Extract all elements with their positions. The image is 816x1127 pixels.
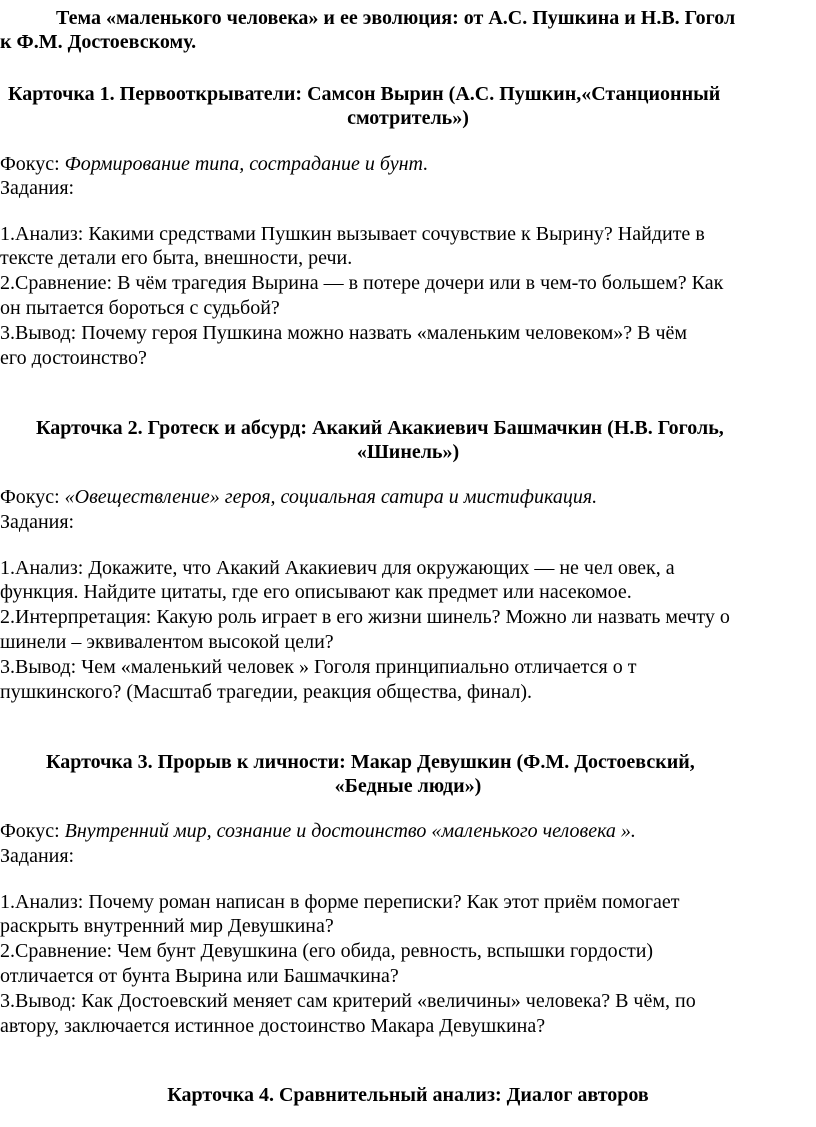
focus-text: Формирование типа, сострадание и бунт. — [64, 153, 429, 175]
document-title-line-1: Тема «маленького человека» и ее эволюция: от А.С. Пушкина и Н.В. Гогол — [56, 7, 736, 29]
focus-label: Фокус: — [0, 486, 60, 508]
task-line: 1.Анализ: Какими средствами Пушкин вызывает сочувствие к Вырину? Найдите в — [0, 223, 705, 245]
card-focus — [0, 485, 597, 509]
task-line: отличается от бунта Вырина или Башмачкина? — [0, 965, 399, 987]
card-heading: Карточка 3. Прорыв к личности: Макар Девушкин (Ф.М. Достоевский, — [46, 751, 695, 773]
task-line: он пытается бороться с судьбой? — [0, 297, 280, 319]
task-line: тексте детали его быта, внешности, речи. — [0, 247, 353, 269]
tasks-label: Задания: — [0, 845, 75, 867]
task-line: раскрыть внутренний мир Девушкина? — [0, 915, 334, 937]
card-focus — [0, 152, 428, 176]
card-heading-continued: «Бедные люди») — [334, 775, 482, 797]
task-line: его достоинство? — [0, 347, 147, 369]
tasks-label: Задания: — [0, 511, 75, 533]
task-line: 3.Вывод: Почему героя Пушкина можно назвать «маленьким человеком»? В чём — [0, 322, 688, 344]
card-heading: Карточка 2. Гротеск и абсурд: Акакий Акакиевич Башмачкин (Н.В. Гоголь, — [36, 417, 724, 439]
card-focus — [0, 819, 636, 843]
task-line: функция. Найдите цитаты, где его описывают как предмет или насекомое. — [0, 581, 632, 603]
task-line: шинели – эквивалентом высокой цели? — [0, 631, 334, 653]
task-line: 2.Сравнение: Чем бунт Девушкина (его обида, ревность, вспышки гордости) — [0, 940, 654, 962]
task-line: пушкинского? (Масштаб трагедии, реакция общества, финал). — [0, 681, 533, 703]
task-line: 3.Вывод: Как Достоевский меняет сам критерий «величины» человека? В чём, по — [0, 990, 696, 1012]
focus-text: «Овеществление» героя, социальная сатира и мистификация. — [64, 486, 598, 508]
card-heading-continued: смотритель») — [347, 107, 469, 129]
task-line: 3.Вывод: Чем «маленький человек » Гоголя принципиально отличается о т — [0, 656, 637, 678]
task-line: автору, заключается истинное достоинство Макара Девушкина? — [0, 1015, 546, 1037]
card-heading: Карточка 1. Первооткрыватели: Самсон Вырин (А.С. Пушкин,«Станционный — [8, 83, 721, 105]
card-heading-continued: «Шинель») — [356, 441, 460, 463]
card-heading: Карточка 4. Сравнительный анализ: Диалог авторов — [167, 1084, 649, 1106]
task-line: 2.Сравнение: В чём трагедия Вырина — в потере дочери или в чем-то большем? Как — [0, 272, 724, 294]
focus-label: Фокус: — [0, 153, 60, 175]
tasks-label: Задания: — [0, 177, 75, 199]
document-title-line-2: к Ф.М. Достоевскому. — [0, 31, 197, 53]
focus-text: Внутренний мир, сознание и достоинство «маленького человека ». — [64, 820, 636, 842]
focus-label: Фокус: — [0, 820, 60, 842]
task-line: 2.Интерпретация: Какую роль играет в его жизни шинель? Можно ли назвать мечту о — [0, 606, 730, 628]
task-line: 1.Анализ: Докажите, что Акакий Акакиевич для окружающих — не чел овек, а — [0, 557, 675, 579]
task-line: 1.Анализ: Почему роман написан в форме переписки? Как этот приём помогает — [0, 891, 680, 913]
